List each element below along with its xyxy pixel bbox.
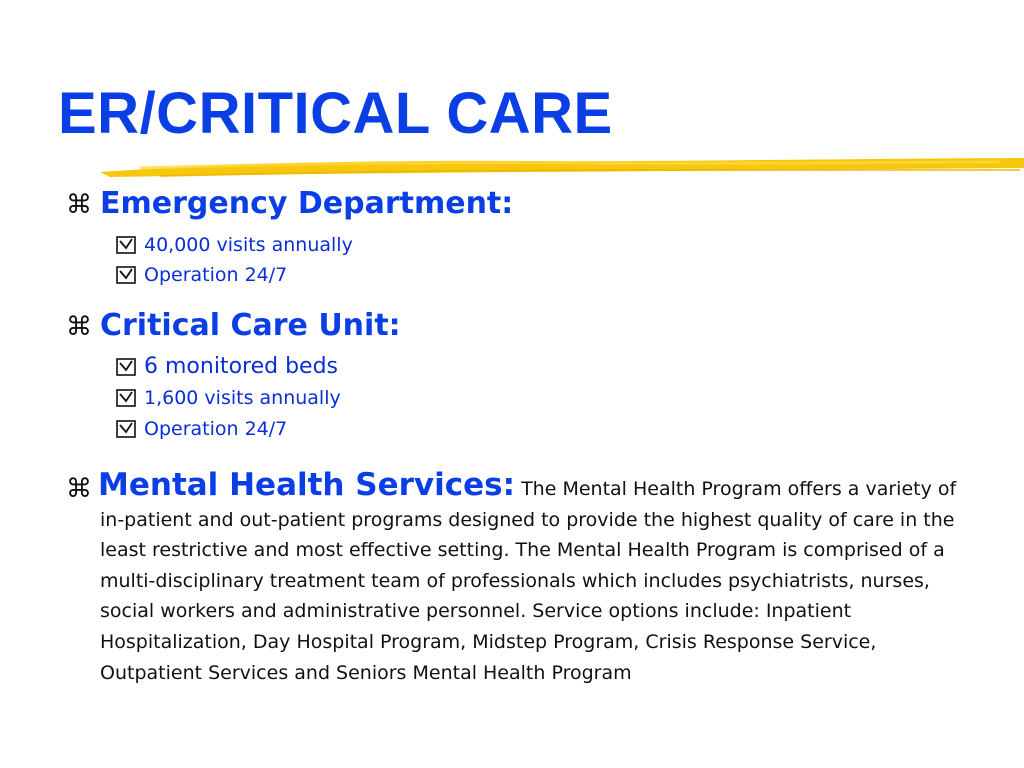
slide-title: ER/CRITICAL CARE — [58, 81, 613, 146]
list-item-text: 6 monitored beds — [144, 354, 339, 379]
section-heading: Critical Care Unit: — [100, 308, 401, 343]
list-item-text: 40,000 visits annually — [144, 234, 353, 256]
section-heading: Mental Health Services: — [98, 467, 516, 503]
checkbox-check-icon — [116, 236, 138, 254]
yellow-brush-stroke-decoration — [100, 150, 1024, 184]
section-emergency-department — [66, 186, 513, 221]
checkbox-check-icon — [116, 420, 138, 438]
command-key-icon: ⌘ — [66, 474, 92, 504]
checkbox-check-icon — [116, 358, 138, 376]
list-item — [116, 234, 353, 256]
section-heading: Emergency Department: — [100, 186, 514, 221]
list-item-text: 1,600 visits annually — [144, 387, 341, 409]
checkbox-check-icon — [116, 389, 138, 407]
command-key-icon: ⌘ — [66, 190, 92, 220]
list-item — [116, 418, 287, 440]
section-critical-care-unit — [66, 308, 401, 343]
list-item — [116, 387, 341, 409]
section-body: offers a variety of in-patient and out-patient programs designed to provide the highest quality of care in the least restrictive and most effective setting. The Mental Health Program is comprised of a multi-disciplinary treatment team of professionals which includes psychiatrists, nurses, social workers and administrative personnel. Service options include: Inpatient Hospitalization, Day Hospital Program, Midstep Program, Crisis Response Service, Outpatient Services and Seniors Mental Health Program — [100, 478, 957, 684]
command-key-icon: ⌘ — [66, 312, 92, 342]
section-body-lead: The Mental Health Program — [521, 478, 782, 500]
list-item — [116, 354, 338, 379]
checkbox-check-icon — [116, 266, 138, 284]
list-item-text: Operation 24/7 — [144, 418, 288, 440]
section-mental-health-services — [66, 467, 980, 688]
list-item-text: Operation 24/7 — [144, 264, 288, 286]
list-item — [116, 264, 287, 286]
